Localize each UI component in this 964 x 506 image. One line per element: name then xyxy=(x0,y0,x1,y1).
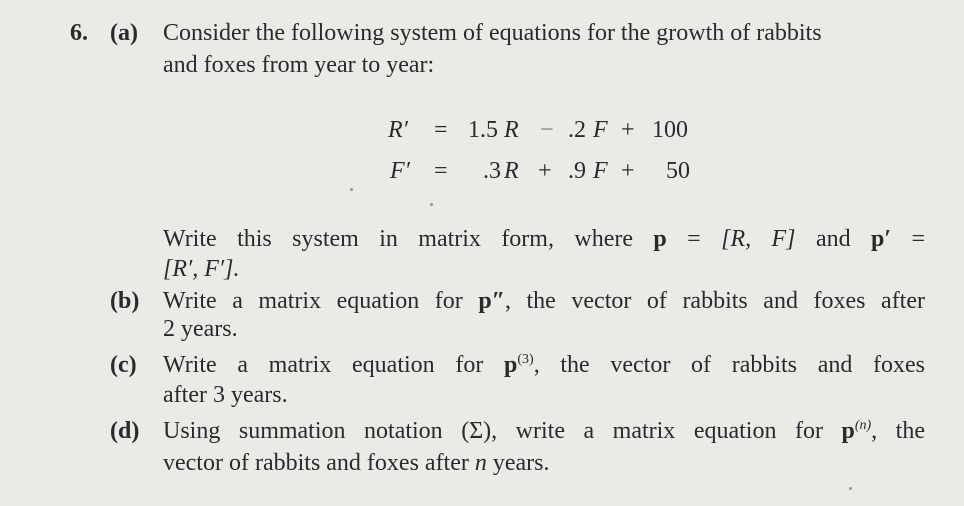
eq2-var1: R xyxy=(504,158,519,184)
part-b-label: (b) xyxy=(110,288,140,314)
part-a-label: (a) xyxy=(110,20,138,46)
eq2-var2: F xyxy=(593,158,608,184)
eq2-lhs: F′ xyxy=(390,158,410,184)
part-d-n: n xyxy=(474,450,487,476)
task-and: and xyxy=(815,226,851,252)
part-a-task-line1 xyxy=(163,224,925,254)
eq1-equals: = xyxy=(434,117,448,143)
part-c-line2: after 3 years. xyxy=(163,382,288,408)
eq1-op2: + xyxy=(621,117,635,143)
eq2-equals: = xyxy=(434,158,448,184)
eq1-op1: − xyxy=(540,117,554,143)
eq1-coef2: .2 xyxy=(568,117,586,143)
task-text: Write this system in matrix form, where xyxy=(163,226,633,252)
part-d-line2-text-a: vector of rabbits and foxes after xyxy=(163,450,469,476)
part-d-p: p xyxy=(841,418,855,444)
eq2-coef1: .3 xyxy=(483,158,501,184)
part-d-line2 xyxy=(163,448,550,478)
task-equals-1: = xyxy=(687,226,701,252)
part-c-text-a: Write a matrix equation for xyxy=(163,352,484,378)
eq2-coef2: .9 xyxy=(568,158,586,184)
part-c-text-b: , the vector of rabbits and foxes xyxy=(533,352,926,378)
part-b-text-b: , the vector of rabbits and foxes after xyxy=(504,288,925,314)
part-b-text-a: Write a matrix equation for xyxy=(163,288,463,314)
part-c-line1 xyxy=(163,350,925,380)
part-d-line1 xyxy=(163,416,925,446)
eq1-var2: F xyxy=(593,117,608,143)
part-b-line1 xyxy=(163,286,925,316)
task-vector-rf: [R, F] xyxy=(721,226,796,252)
eq2-op2: + xyxy=(621,158,635,184)
part-b-p-double-prime: p″ xyxy=(478,288,505,314)
scan-speck xyxy=(849,487,852,490)
part-d-label: (d) xyxy=(110,418,140,444)
part-a-task-line2: [R′, F′]. xyxy=(163,256,240,282)
part-a-intro-line1: Consider the following system of equations for the growth of rabbits xyxy=(163,20,822,46)
part-b-line2: 2 years. xyxy=(163,316,238,342)
part-a-intro-line2: and foxes from year to year: xyxy=(163,52,435,78)
eq2-constant: 50 xyxy=(666,158,690,184)
part-c-label: (c) xyxy=(110,352,137,378)
eq2-op1: + xyxy=(538,158,552,184)
part-d-pn xyxy=(841,418,925,444)
scan-speck xyxy=(350,188,353,191)
task-p-prime: p′ xyxy=(871,226,892,252)
part-c-superscript: (3) xyxy=(517,352,534,367)
scan-speck xyxy=(430,203,433,206)
part-d-text-a: Using summation notation (Σ), write a matrix equation for xyxy=(163,418,823,444)
task-p: p xyxy=(653,226,667,252)
part-d-line2-text-b: years. xyxy=(492,450,550,476)
part-d-superscript: (n) xyxy=(854,418,872,433)
part-c-p3 xyxy=(504,352,925,378)
eq1-coef1: 1.5 xyxy=(468,117,498,143)
eq1-var1: R xyxy=(504,117,519,143)
eq1-lhs: R′ xyxy=(388,117,408,143)
problem-number: 6. xyxy=(70,20,88,46)
part-c-p: p xyxy=(504,352,518,378)
part-d-text-b: , the xyxy=(871,418,925,444)
task-equals-2: = xyxy=(911,226,926,252)
eq1-constant: 100 xyxy=(652,117,688,143)
